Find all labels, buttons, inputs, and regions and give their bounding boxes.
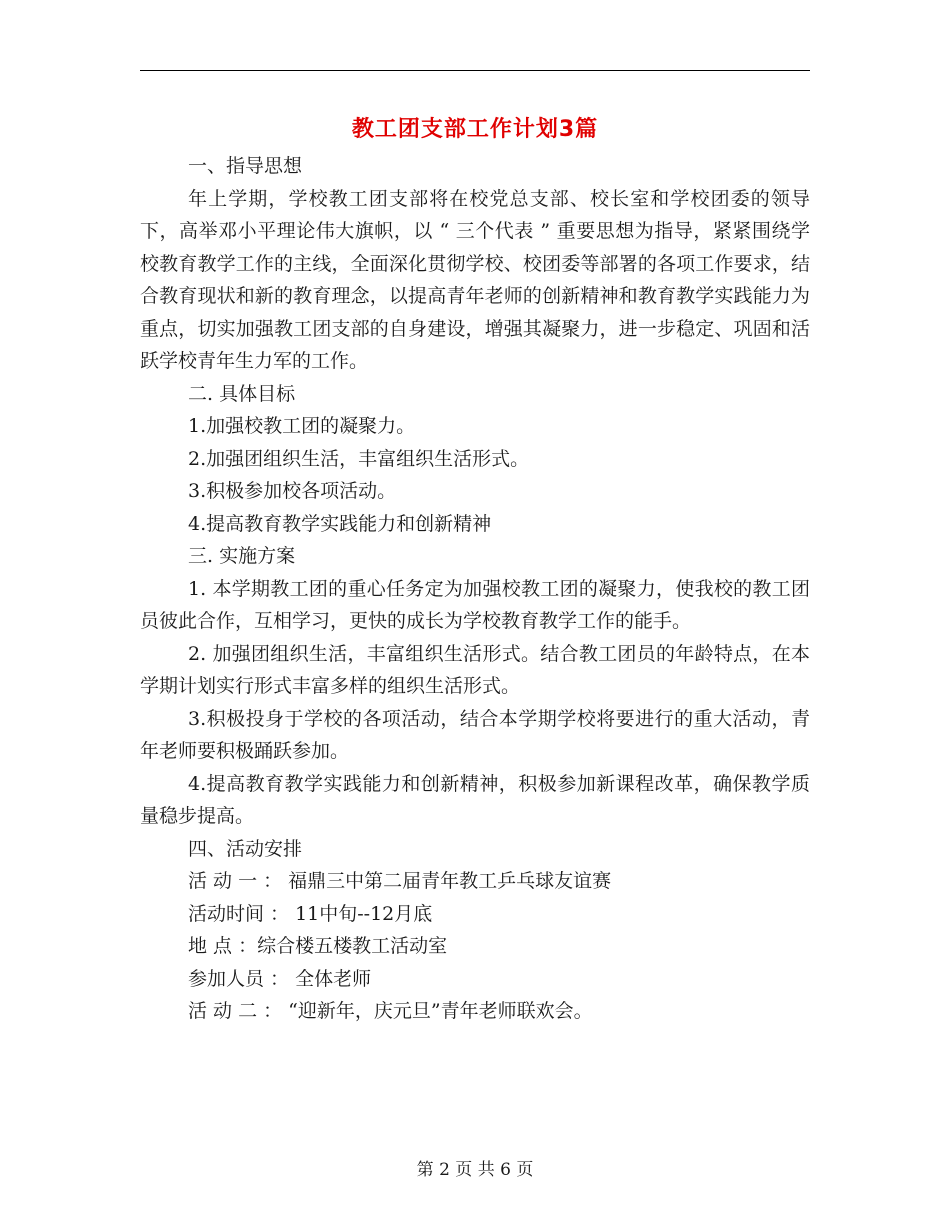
goal-item: 3.积极参加校各项活动。 xyxy=(188,480,397,502)
activity-line: 参加人员 ： 全体老师 xyxy=(188,967,372,990)
activity-line: 活 动 二 ： “迎新年，庆元旦”青年老师联欢会。 xyxy=(188,1000,593,1022)
header-rule xyxy=(140,70,810,71)
plan-item: 3.积极投身于学校的各项活动，结合本学期学校将要进行的重大活动，青年老师要积极踊跃参加。 xyxy=(140,707,810,762)
guide-paragraph: 年上学期，学校教工团支部将在校党总支部、校长室和学校团委的领导下，高举邓小平理论伟大旗帜，以 “ 三个代表 ” 重要思想为指导，紧紧围绕学校教育教学工作的主线，全面深化贯彻学校、校团委等部署的各项工作要求，结合教育现状和新的教育理念，以提高青年老师的创新精神和教育教学实践能力为重点，切实加强教工团支部的自身建设，增强其凝聚力，进一步稳定、巩固和活跃学校青年生力军的工作。 xyxy=(140,187,810,372)
goal-item: 4.提高教育教学实践能力和创新精神 xyxy=(188,512,492,535)
goal-item: 2.加强团组织生活，丰富组织生活形式。 xyxy=(188,447,530,470)
document-title: 教工团支部工作计划3篇 xyxy=(351,117,599,142)
section-heading-activities: 四、活动安排 xyxy=(188,837,303,860)
document-body xyxy=(140,150,810,1028)
plan-item: 4.提高教育教学实践能力和创新精神，积极参加新课程改革，确保教学质量稳步提高。 xyxy=(140,772,810,827)
activity-line: 活动时间 ： 11中旬--12月底 xyxy=(188,902,433,925)
plan-item: 2. 加强团组织生活，丰富组织生活形式。结合教工团员的年龄特点，在本学期计划实行形式丰富多样的组织生活形式。 xyxy=(140,642,810,697)
section-heading-guide: 一、指导思想 xyxy=(188,155,303,177)
section-heading-plan: 三. 实施方案 xyxy=(188,545,296,567)
section-heading-goals: 二. 具体目标 xyxy=(188,382,296,405)
goal-item: 1.加强校教工团的凝聚力。 xyxy=(188,415,416,437)
page-number-footer: 第 2 页 共 6 页 xyxy=(416,1160,534,1180)
plan-item: 1. 本学期教工团的重心任务定为加强校教工团的凝聚力，使我校的教工团员彼此合作，互相学习，更快的成长为学校教育教学工作的能手。 xyxy=(140,577,810,632)
activity-line: 活 动 一 ： 福鼎三中第二届青年教工乒乓球友谊赛 xyxy=(188,870,612,892)
activity-line: 地 点 ：综合楼五楼教工活动室 xyxy=(188,935,448,957)
